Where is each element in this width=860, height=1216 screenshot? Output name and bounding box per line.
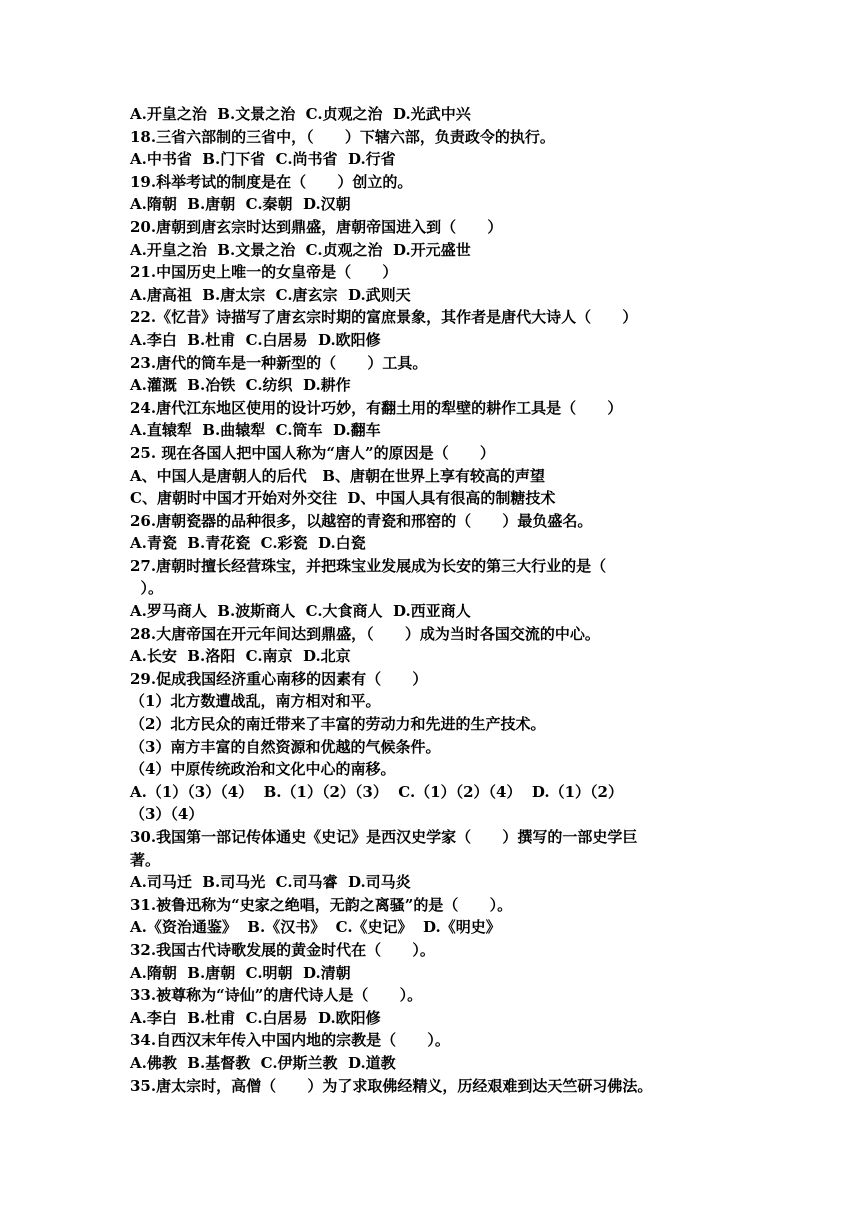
text-line: A.隋朝 B.唐朝 C.秦朝 D.汉朝 [130,195,351,214]
text-line: 20.唐朝到唐玄宗时达到鼎盛，唐朝帝国进入到（ ） [130,217,503,236]
text-line: 19.科举考试的制度是在（ ）创立的。 [130,172,413,191]
text-line: 18.三省六部制的三省中，（ ）下辖六部，负责政令的执行。 [130,127,555,146]
text-line: A.直辕犁 B.曲辕犁 C.筒车 D.翻车 [130,421,381,440]
text-line: A.罗马商人 B.波斯商人 C.大食商人 D.西亚商人 [130,602,471,621]
text-line: A.（1）（3）（4） B.（1）（2）（3） C.（1）（2）（4） D.（1）（2） [130,782,623,801]
text-line: （4）中原传统政治和文化中心的南移。 [130,760,396,779]
text-line: 34.自西汉末年传入中国内地的宗教是（ ）。 [130,1031,450,1050]
text-line: ）。 [130,579,163,598]
text-line: 35.唐太宗时，高僧（ ）为了求取佛经精义，历经艰难到达天竺研习佛法。 [130,1076,653,1095]
text-line: （2）北方民众的南迁带来了丰富的劳动力和先进的生产技术。 [130,715,546,734]
text-line: （3）（4） [130,805,204,824]
text-line: （3）南方丰富的自然资源和优越的气候条件。 [130,737,441,756]
text-line: （1）北方数遭战乱，南方相对和平。 [130,692,381,711]
text-line: 32.我国古代诗歌发展的黄金时代在（ ）。 [130,940,435,959]
text-line: A.长安 B.洛阳 C.南京 D.北京 [130,647,351,666]
text-line: 23.唐代的筒车是一种新型的（ ）工具。 [130,353,428,372]
text-line: A.《资治通鉴》 B.《汉书》 C.《史记》 D.《明史》 [130,918,501,937]
text-line: 26.唐朝瓷器的品种很多，以越窑的青瓷和邢窑的（ ）最负盛名。 [130,511,593,530]
text-line: A.司马迁 B.司马光 C.司马睿 D.司马炎 [130,873,411,892]
text-line: A.唐高祖 B.唐太宗 C.唐玄宗 D.武则天 [130,285,411,304]
text-line: A.青瓷 B.青花瓷 C.彩瓷 D.白瓷 [130,534,366,553]
text-line: 28.大唐帝国在开元年间达到鼎盛，（ ）成为当时各国交流的中心。 [130,624,600,643]
text-line: 29.促成我国经济重心南移的因素有（ ） [130,669,428,688]
text-line: A.灌溉 B.冶铁 C.纺织 D.耕作 [130,376,351,395]
text-line: 30.我国第一部记传体通史《史记》是西汉史学家（ ）撰写的一部史学巨 [130,828,638,846]
text-line: 25. 现在各国人把中国人称为“唐人”的原因是（ ） [130,443,495,462]
text-line: A.中书省 B.门下省 C.尚书省 D.行省 [130,150,396,169]
text-line: 27.唐朝时擅长经营珠宝，并把珠宝业发展成为长安的第三大行业的是（ [130,556,607,575]
text-line: 31.被鲁迅称为“史家之绝唱，无韵之离骚”的是（ ）。 [130,895,513,914]
text-line: A.开皇之治 B.文景之治 C.贞观之治 D.光武中兴 [130,105,471,123]
text-line: A.李白 B.杜甫 C.白居易 D.欧阳修 [130,330,381,349]
text-line: 著。 [130,850,161,869]
text-line: 24.唐代江东地区使用的设计巧妙，有翻土用的犁壁的耕作工具是（ ） [130,398,623,417]
text-line: A.隋朝 B.唐朝 C.明朝 D.清朝 [130,963,351,982]
text-line: A.佛教 B.基督教 C.伊斯兰教 D.道教 [130,1053,396,1072]
text-line: 22.《忆昔》诗描写了唐玄宗时期的富庶景象，其作者是唐代大诗人（ ） [130,308,638,327]
document-page [130,103,740,1097]
text-line: A、中国人是唐朝人的后代 B、唐朝在世界上享有较高的声望 [130,466,545,485]
text-line: 33.被尊称为“诗仙”的唐代诗人是（ ）。 [130,986,423,1005]
text-line: 21.中国历史上唯一的女皇帝是（ ） [130,263,398,282]
text-line: A.李白 B.杜甫 C.白居易 D.欧阳修 [130,1008,381,1027]
text-line: A.开皇之治 B.文景之治 C.贞观之治 D.开元盛世 [130,240,471,259]
text-line: C、唐朝时中国才开始对外交往 D、中国人具有很高的制糖技术 [130,489,556,508]
